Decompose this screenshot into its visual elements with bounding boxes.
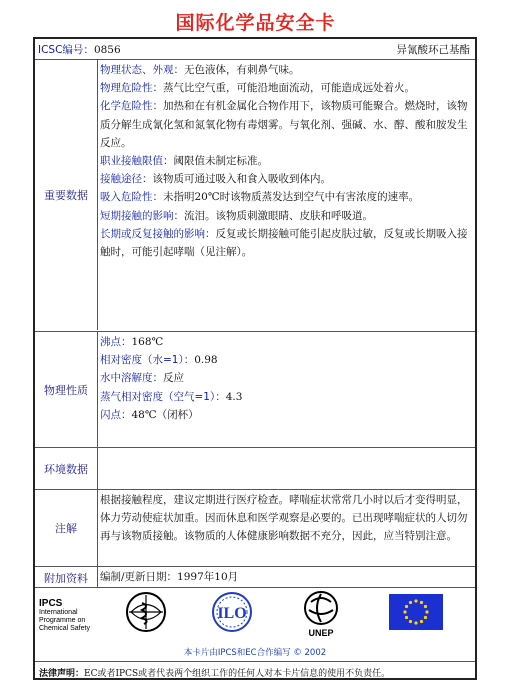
card-header (35, 39, 475, 60)
svg-text:UNEP: UNEP (308, 628, 334, 638)
eu-star-icon (424, 605, 427, 608)
eu-star-icon (424, 616, 427, 619)
physical-properties-body (98, 332, 475, 447)
ipcs-logo: IPCS International Programme on Chemical Safety (39, 598, 90, 632)
important-data-item (100, 152, 472, 170)
eu-star-icon (420, 601, 423, 604)
physical-property-value: 0.98 (194, 354, 218, 367)
important-data-value: 阈限值未制定标准。 (173, 155, 268, 168)
important-data-key: 职业接触限值： (100, 155, 174, 168)
logo-strip (35, 587, 475, 662)
physical-property-key: 水中溶解度： (100, 372, 163, 385)
additional-section (35, 566, 475, 588)
important-data-value: 反复或长期接触可能引起皮肤过敏，反复或长期吸入接触时，可能引起哮喘（见注解）。 (100, 227, 468, 259)
eu-star-icon (414, 599, 417, 602)
important-data-key: 短期接触的影响： (100, 209, 184, 222)
legal-text: EC或者IPCS或者代表两个组织工作的任何人对本卡片信息的使用不负责任。 (84, 669, 391, 679)
physical-properties-label: 物理性质 (35, 332, 98, 447)
who-emblem-icon (125, 591, 167, 633)
physical-property-key: 蒸气相对密度（空气=1）： (100, 390, 226, 403)
important-data-label: 重要数据 (35, 60, 98, 330)
icsc-number: ICSC编号：0856 (38, 44, 121, 56)
physical-property-item (100, 333, 472, 351)
important-data-item (100, 97, 472, 152)
important-data-value: 流泪。该物质刺激眼睛、皮肤和呼吸道。 (184, 209, 373, 222)
physical-property-item (100, 388, 472, 406)
notes-label: 注解 (35, 490, 98, 566)
physical-property-key: 沸点： (100, 336, 132, 348)
important-data-section (35, 60, 475, 330)
physical-properties-section (35, 331, 475, 447)
important-data-item (100, 225, 472, 261)
eu-star-icon (403, 610, 406, 613)
additional-body: 编制/更新日期：1997年10月 (100, 571, 239, 583)
safety-card (33, 37, 477, 680)
environment-body (98, 448, 475, 489)
eu-star-icon (405, 605, 408, 608)
chemical-name: 异氰酸环己基酯 (396, 44, 470, 56)
eu-star-icon (425, 610, 428, 613)
important-data-value: 蒸气比空气重，可能沿地面流动，可能造成远处着火。 (163, 82, 415, 95)
physical-property-key: 相对密度（水=1）： (100, 354, 195, 367)
additional-label: 附加资料 (35, 567, 98, 588)
important-data-key: 物理危险性： (100, 82, 163, 95)
physical-property-value: 48℃（闭杯） (131, 408, 199, 421)
important-data-key: 化学危险性： (100, 100, 163, 113)
environment-label: 环境数据 (35, 448, 98, 489)
important-data-value: 无色液体，有刺鼻气味。 (184, 64, 300, 76)
card-title: 国际化学品安全卡 (175, 12, 336, 34)
important-data-item (100, 61, 472, 79)
eu-star-icon (405, 616, 408, 619)
important-data-item (100, 79, 472, 97)
important-data-key: 吸入危险性： (100, 191, 163, 204)
physical-property-item (100, 406, 472, 424)
physical-property-item (100, 369, 472, 387)
important-data-value: 未指明20℃时该物质蒸发达到空气中有害浓度的速率。 (163, 191, 420, 204)
eu-star-icon (420, 620, 423, 623)
credit-line: 本卡片由IPCS和EC合作编写 © 2002 (183, 648, 327, 658)
important-data-body (98, 60, 475, 330)
svg-text:ILO: ILO (217, 605, 247, 622)
ilo-emblem-icon (210, 591, 254, 633)
physical-property-value: 4.3 (225, 390, 243, 403)
important-data-value: 该物质可通过吸入和食入吸收到体内。 (152, 173, 331, 186)
environment-section (35, 447, 475, 489)
physical-property-value: 168℃ (131, 336, 164, 348)
eu-star-icon (409, 601, 412, 604)
physical-property-item (100, 351, 472, 369)
unep-emblem-icon (299, 590, 343, 640)
important-data-key: 物理状态、外观： (100, 64, 184, 76)
legal-label: 法律声明： (39, 669, 85, 679)
important-data-key: 接触途径： (100, 173, 153, 186)
notes-section (35, 489, 475, 566)
important-data-item (100, 207, 472, 225)
eu-star-icon (409, 620, 412, 623)
legal-statement (35, 661, 475, 678)
important-data-item (100, 170, 472, 188)
physical-property-value: 反应 (163, 372, 184, 385)
notes-body: 根据接触程度，建议定期进行医疗检查。哮喘症状常常几小时以后才变得明显，体力劳动使症状加重。因而休息和医学观察是必要的。已出现哮喘症状的人切勿再与该物质接触。该物质的人体健康影响数据不充分，因此，应当特别注意。 (100, 494, 468, 543)
physical-property-key: 闪点： (100, 408, 132, 421)
important-data-key: 长期或反复接触的影响： (100, 227, 216, 240)
eu-flag-icon (389, 594, 443, 630)
eu-star-icon (414, 621, 417, 624)
important-data-value: 加热和在有机金属化合物作用下，该物质可能聚合。燃烧时，该物质分解生成氰化氢和氮氧化物有毒烟雾。与氧化剂、强碱、水、醇、酸和胺发生反应。 (100, 100, 468, 149)
important-data-item (100, 188, 472, 206)
